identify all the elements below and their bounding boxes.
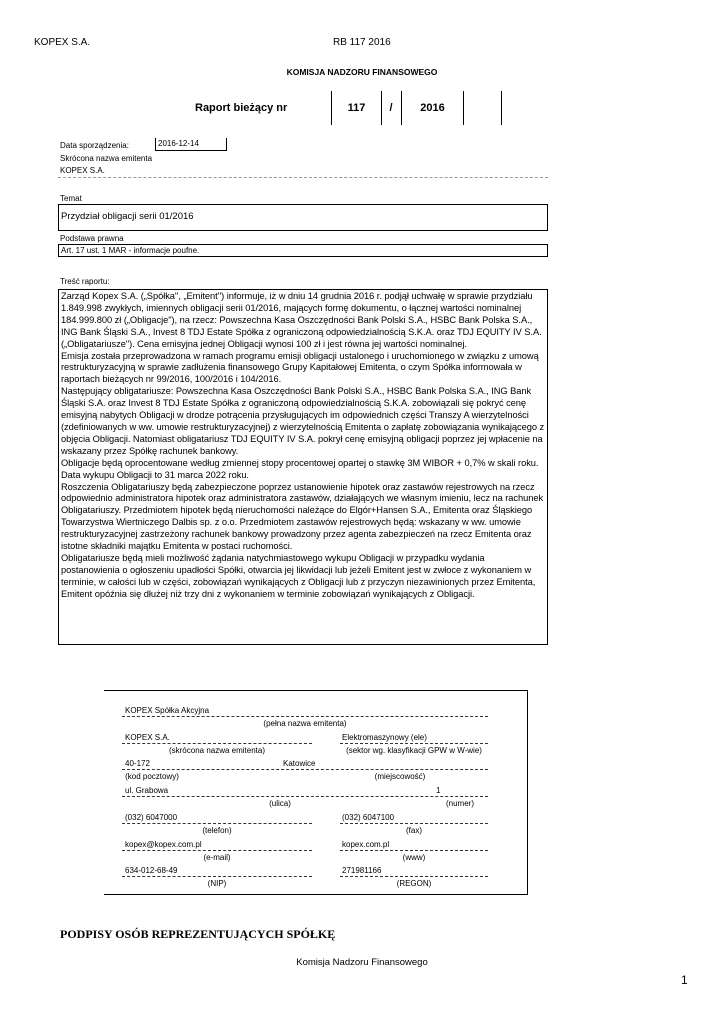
field-line [340,823,488,824]
subject-value: Przydział obligacji serii 01/2016 [61,211,194,222]
page-number: 1 [681,973,688,987]
report-year: 2016 [420,102,445,114]
short-name-caption: (skrócona nazwa emitenta) [168,746,266,755]
date-field [155,138,227,151]
issuer-number: 1 [436,786,441,795]
email-caption: (e-mail) [203,853,231,862]
issuer-short-name: KOPEX S.A. [125,733,170,742]
header-company: KOPEX S.A. [34,37,91,48]
field-line [122,716,488,717]
header-report-id: RB 117 2016 [333,37,391,48]
legal-basis-label: Podstawa prawna [60,234,124,243]
field-line [122,850,312,851]
number-caption: (numer) [445,799,474,808]
street-caption: (ulica) [269,799,291,808]
signatures-title: PODPISY OSÓB REPREZENTUJĄCYCH SPÓŁKĘ [60,927,336,941]
issuer-regon: 271981166 [342,866,382,875]
issuer-full-name: KOPEX Spółka Akcyjna [125,706,210,715]
subject-label: Temat [60,194,82,203]
field-line [122,823,312,824]
postal-code-caption: (kod pocztowy) [125,772,179,781]
fax-caption: (fax) [406,826,422,835]
field-line [122,743,312,744]
content-paragraph: Obligacje będą oprocentowane według zmiennej stopy procentowej opartej o stawkę 3M WIBOR + 0,7% w skali roku. [61,457,539,468]
short-name-value: KOPEX S.A. [60,166,105,175]
field-line [122,876,312,877]
legal-basis-field [58,244,548,257]
nip-caption: (NIP) [207,879,227,888]
commission-title: KOMISJA NADZORU FINANSOWEGO [286,67,438,77]
issuer-street: ul. Grabowa [125,786,169,795]
issuer-fax: (032) 6047100 [342,813,395,822]
issuer-nip: 634-012-68-49 [125,866,178,875]
footer-commission: Komisja Nadzoru Finansowego [296,957,428,968]
report-number: 117 [347,102,366,114]
date-label: Data sporządzenia: [60,141,129,150]
meta-divider [58,177,548,178]
field-line [122,769,488,770]
sector-caption: (sektor wg. klasyfikacji GPW w W-wie) [346,746,482,755]
issuer-city: Katowice [283,759,316,768]
date-value: 2016-12-14 [158,139,199,148]
content-paragraph: Roszczenia Obligatariuszy będą zabezpieczone poprzez ustanowienie hipotek oraz zastawów rejestrowych na rzecz odpowiednio administratora hipotek oraz administratora zastawów, działających we własnym imieniu, lecz na rachunek Obligatariuszy. Przedmiotem hipotek będą nieruchomości należące do Elgór+Hansen S.A., Emitenta oraz Śląskiego Towarzystwa Wiertniczego Dalbis sp. z o.o. Przedmiotem zastawów rejestrowych będą: wskazany w ww. umowie restrukturyzacyjnej zastrzeżony rachunek bankowy prowadzony przez agenta zabezpieczeń na rzecz Emitenta oraz istotne składniki majątku Emitenta w postaci ruchomości. [61,481,544,552]
www-caption: (www) [402,853,426,862]
field-line [340,850,488,851]
content-paragraph: Obligatariusze będą mieli możliwość żądania natychmiastowego wykupu Obligacji w przypadku wydania postanowienia o ogłoszeniu upadłości Spółki, otwarcia jej likwidacji lub jeżeli Emitent jest w zwłoce z wykonaniem w terminie, w całości lub w części, zobowiązań wynikających z Obligacji lub z przyczyn niezawinionych przez Emitenta, Emitent opóźnia się dłużej niż trzy dni z wykonaniem w terminie zobowiązań wynikających z Obligacji. [61,552,536,599]
city-caption: (miejscowość) [374,772,426,781]
content-paragraph: Emisja została przeprowadzona w ramach programu emisji obligacji ustalonego i uruchomionego w związku z umową restrukturyzacyjną w sprawie zadłużenia finansowego Grupy Kapitałowej Emitenta, o czym Spółka informowała w raportach bieżących nr 99/2016, 100/2016 i 104/2016. [61,350,539,385]
issuer-email: kopex@kopex.com.pl [125,840,202,849]
content-paragraph: Następujący obligatariusze: Powszechna Kasa Oszczędności Bank Polski S.A., HSBC Bank Polska S.A., ING Bank Śląski S.A. oraz Invest 8 TDJ Estate Spółka z ograniczoną odpowiedzialnością S.K.A. zobowiązali się pokryć cenę emisyjną nabytych Obligacji w drodze potrącenia przysługujących im odpowiednich części Transzy A wierzytelności (zdefiniowanych w ww. umowie restrukturyzacyjnej) z wierzytelnością Emitenta o zapłatę zobowiązania wynikającego z objęcia Obligacji. Natomiast obligatariusz TDJ EQUITY IV S.A. pokrył cenę emisyjną obligacji poprzez jej wpłacenie na wskazany przez Spółkę rachunek bankowy. [61,386,545,456]
content-label: Treść raportu: [60,277,110,286]
title-divider [501,91,502,125]
phone-caption: (telefon) [202,826,232,835]
regon-caption: (REGON) [396,879,432,888]
content-paragraph: Data wykupu Obligacji to 31 marca 2022 roku. [61,469,249,480]
short-name-label: Skrócona nazwa emitenta [60,154,153,163]
field-line [340,743,488,744]
issuer-phone: (032) 6047000 [125,813,178,822]
report-content [58,289,548,645]
report-title-label: Raport bieżący nr [195,102,288,114]
full-name-caption: (pełna nazwa emitenta) [263,719,347,728]
legal-basis-value: Art. 17 ust. 1 MAR - informacje poufne. [61,246,200,255]
title-divider [463,91,464,125]
field-line [340,876,488,877]
issuer-www: kopex.com.pl [342,840,390,849]
content-paragraph: Zarząd Kopex S.A. („Spółka'', „Emitent'') informuje, iż w dniu 14 grudnia 2016 r. podjął uchwałę w sprawie przydziału 1.849.998 zwykłych, imiennych obligacji serii 01/2016, mających formę dokumentu, o łącznej wartości nominalnej 184.999.800 zł („Obligacje"), na rzecz: Powszechna Kasa Oszczędności Bank Polski S.A., HSBC Bank Polska S.A., ING Bank Śląski S.A., Invest 8 TDJ Estate Spółka z ograniczoną odpowiedzialnością S.K.A. oraz TDJ EQUITY IV S.A. („Obligatariusze"). Cena emisyjna jednej Obligacji wynosi 100 zł i jest równa jej wartości nominalnej. [61,291,542,349]
issuer-postal-code: 40-172 [125,759,150,768]
subject-field [58,204,548,231]
field-line [122,796,488,797]
report-separator: / [389,102,393,114]
issuer-sector: Elektromaszynowy (ele) [342,733,427,742]
